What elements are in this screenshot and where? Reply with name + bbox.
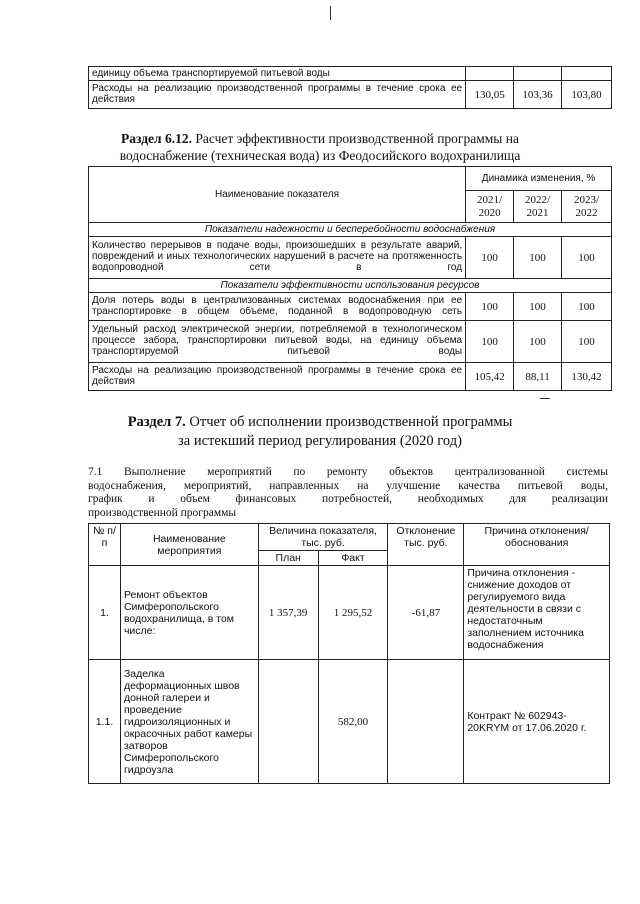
cell-value: 100: [562, 293, 612, 321]
cell-value: 100: [514, 237, 562, 279]
cell-event-name: Заделка деформационных швов донной галереи и проведение гидроизоляционных и окрасочных работ камеры затворов Симферопольского гидроузла: [120, 660, 258, 784]
cell-reason: Контракт № 602943-20KRYM от 17.06.2020 г.: [464, 660, 610, 784]
cell-fact: 1 295,52: [318, 566, 388, 660]
row-label: Удельный расход электрической энергии, потребляемой в технологическом процессе забора, транспортировки питьевой воды, на единицу объема транспортируемой питьевой воды: [89, 321, 466, 363]
header-event-name: Наименование мероприятия: [120, 524, 258, 566]
cell-value: [466, 67, 514, 81]
header-plan: План: [258, 551, 318, 566]
paragraph-line: водоснабжения, мероприятий, направленных на улучшение качества питьевой воды,: [88, 479, 608, 492]
table-row: [89, 293, 612, 321]
paragraph-7-1: [88, 466, 608, 520]
paragraph-line: 7.1 Выполнение мероприятий по ремонту объектов централизованной системы: [88, 466, 608, 478]
header-period: 2022/ 2021: [514, 191, 562, 223]
section-prefix: Раздел 7.: [127, 414, 186, 430]
row-label: Доля потерь воды в централизованных системах водоснабжения при ее транспортировке в общем объеме, поданной в водопроводную сеть: [89, 293, 466, 321]
cell-value: 130,05: [466, 81, 514, 109]
section-7-heading: [0, 413, 640, 451]
section-title: Отчет об исполнении производственной программы: [189, 414, 513, 430]
table-row: [89, 237, 612, 279]
cell-plan: 1 357,39: [258, 566, 318, 660]
section-6-12-heading: [0, 130, 640, 164]
header-number: № п/п: [89, 524, 121, 566]
cell-value: 100: [466, 321, 514, 363]
cell-event-name: Ремонт объектов Симферопольского водохранилища, в том числе:: [120, 566, 258, 660]
table-section-7: [88, 523, 610, 784]
cell-value: [562, 67, 612, 81]
section-title: Расчет эффективности производственной программы на: [195, 131, 519, 146]
section-title-line2: водоснабжение (техническая вода) из Феодосийского водохранилища: [119, 148, 521, 163]
cell-value: 105,42: [466, 363, 514, 391]
cell-value: 100: [466, 237, 514, 279]
cell-number: 1.: [89, 566, 121, 660]
cell-value: 100: [562, 321, 612, 363]
section-title-line2: за истекший период регулирования (2020 год): [178, 433, 462, 449]
header-period: 2021/ 2020: [466, 191, 514, 223]
category-row: Показатели надежности и бесперебойности водоснабжения: [89, 223, 612, 237]
table-row: [89, 67, 612, 81]
row-label: Количество перерывов в подаче воды, произошедших в результате аварий, повреждений и иных технологических нарушений в расчете на протяженность водопроводной сети в год: [89, 237, 466, 279]
cell-value: 100: [466, 293, 514, 321]
cell-deviation: [388, 660, 464, 784]
cell-number: 1.1.: [89, 660, 121, 784]
table-row: [89, 363, 612, 391]
header-value: Величина показателя, тыс. руб.: [258, 524, 388, 551]
cell-reason: Причина отклонения - снижение доходов от регулируемого вида деятельности в связи с недостаточным заполнением источника водоснабжения: [464, 566, 610, 660]
row-label: единицу объема транспортируемой питьевой воды: [89, 67, 466, 81]
header-indicator-name: Наименование показателя: [89, 167, 466, 223]
cell-value: 100: [514, 321, 562, 363]
table-6-12: [88, 166, 612, 391]
cell-value: 100: [562, 237, 612, 279]
scan-mark-right: [540, 398, 550, 399]
table-top-fragment: [88, 66, 612, 109]
cell-plan: [258, 660, 318, 784]
section-prefix: Раздел 6.12.: [121, 131, 192, 146]
table-row: [89, 660, 610, 784]
header-dynamics: Динамика изменения, %: [466, 167, 612, 191]
cell-value: 100: [514, 293, 562, 321]
row-label: Расходы на реализацию производственной программы в течение срока ее действия: [89, 363, 466, 391]
scan-mark-top: [330, 6, 331, 20]
category-row: Показатели эффективности использования ресурсов: [89, 279, 612, 293]
cell-fact: 582,00: [318, 660, 388, 784]
table-row: [89, 566, 610, 660]
cell-deviation: -61,87: [388, 566, 464, 660]
cell-value: 103,36: [514, 81, 562, 109]
paragraph-line: производственной программы: [88, 506, 237, 519]
row-label: Расходы на реализацию производственной программы в течение срока ее действия: [89, 81, 466, 109]
cell-value: 103,80: [562, 81, 612, 109]
table-row: [89, 321, 612, 363]
table-row: [89, 81, 612, 109]
header-period: 2023/ 2022: [562, 191, 612, 223]
cell-value: 130,42: [562, 363, 612, 391]
header-deviation: Отклонение тыс. руб.: [388, 524, 464, 566]
cell-value: [514, 67, 562, 81]
header-reason: Причина отклонения/ обоснования: [464, 524, 610, 566]
paragraph-line: график и объем финансовых потребностей, необходимых для реализации: [88, 493, 608, 505]
cell-value: 88,11: [514, 363, 562, 391]
header-fact: Факт: [318, 551, 388, 566]
